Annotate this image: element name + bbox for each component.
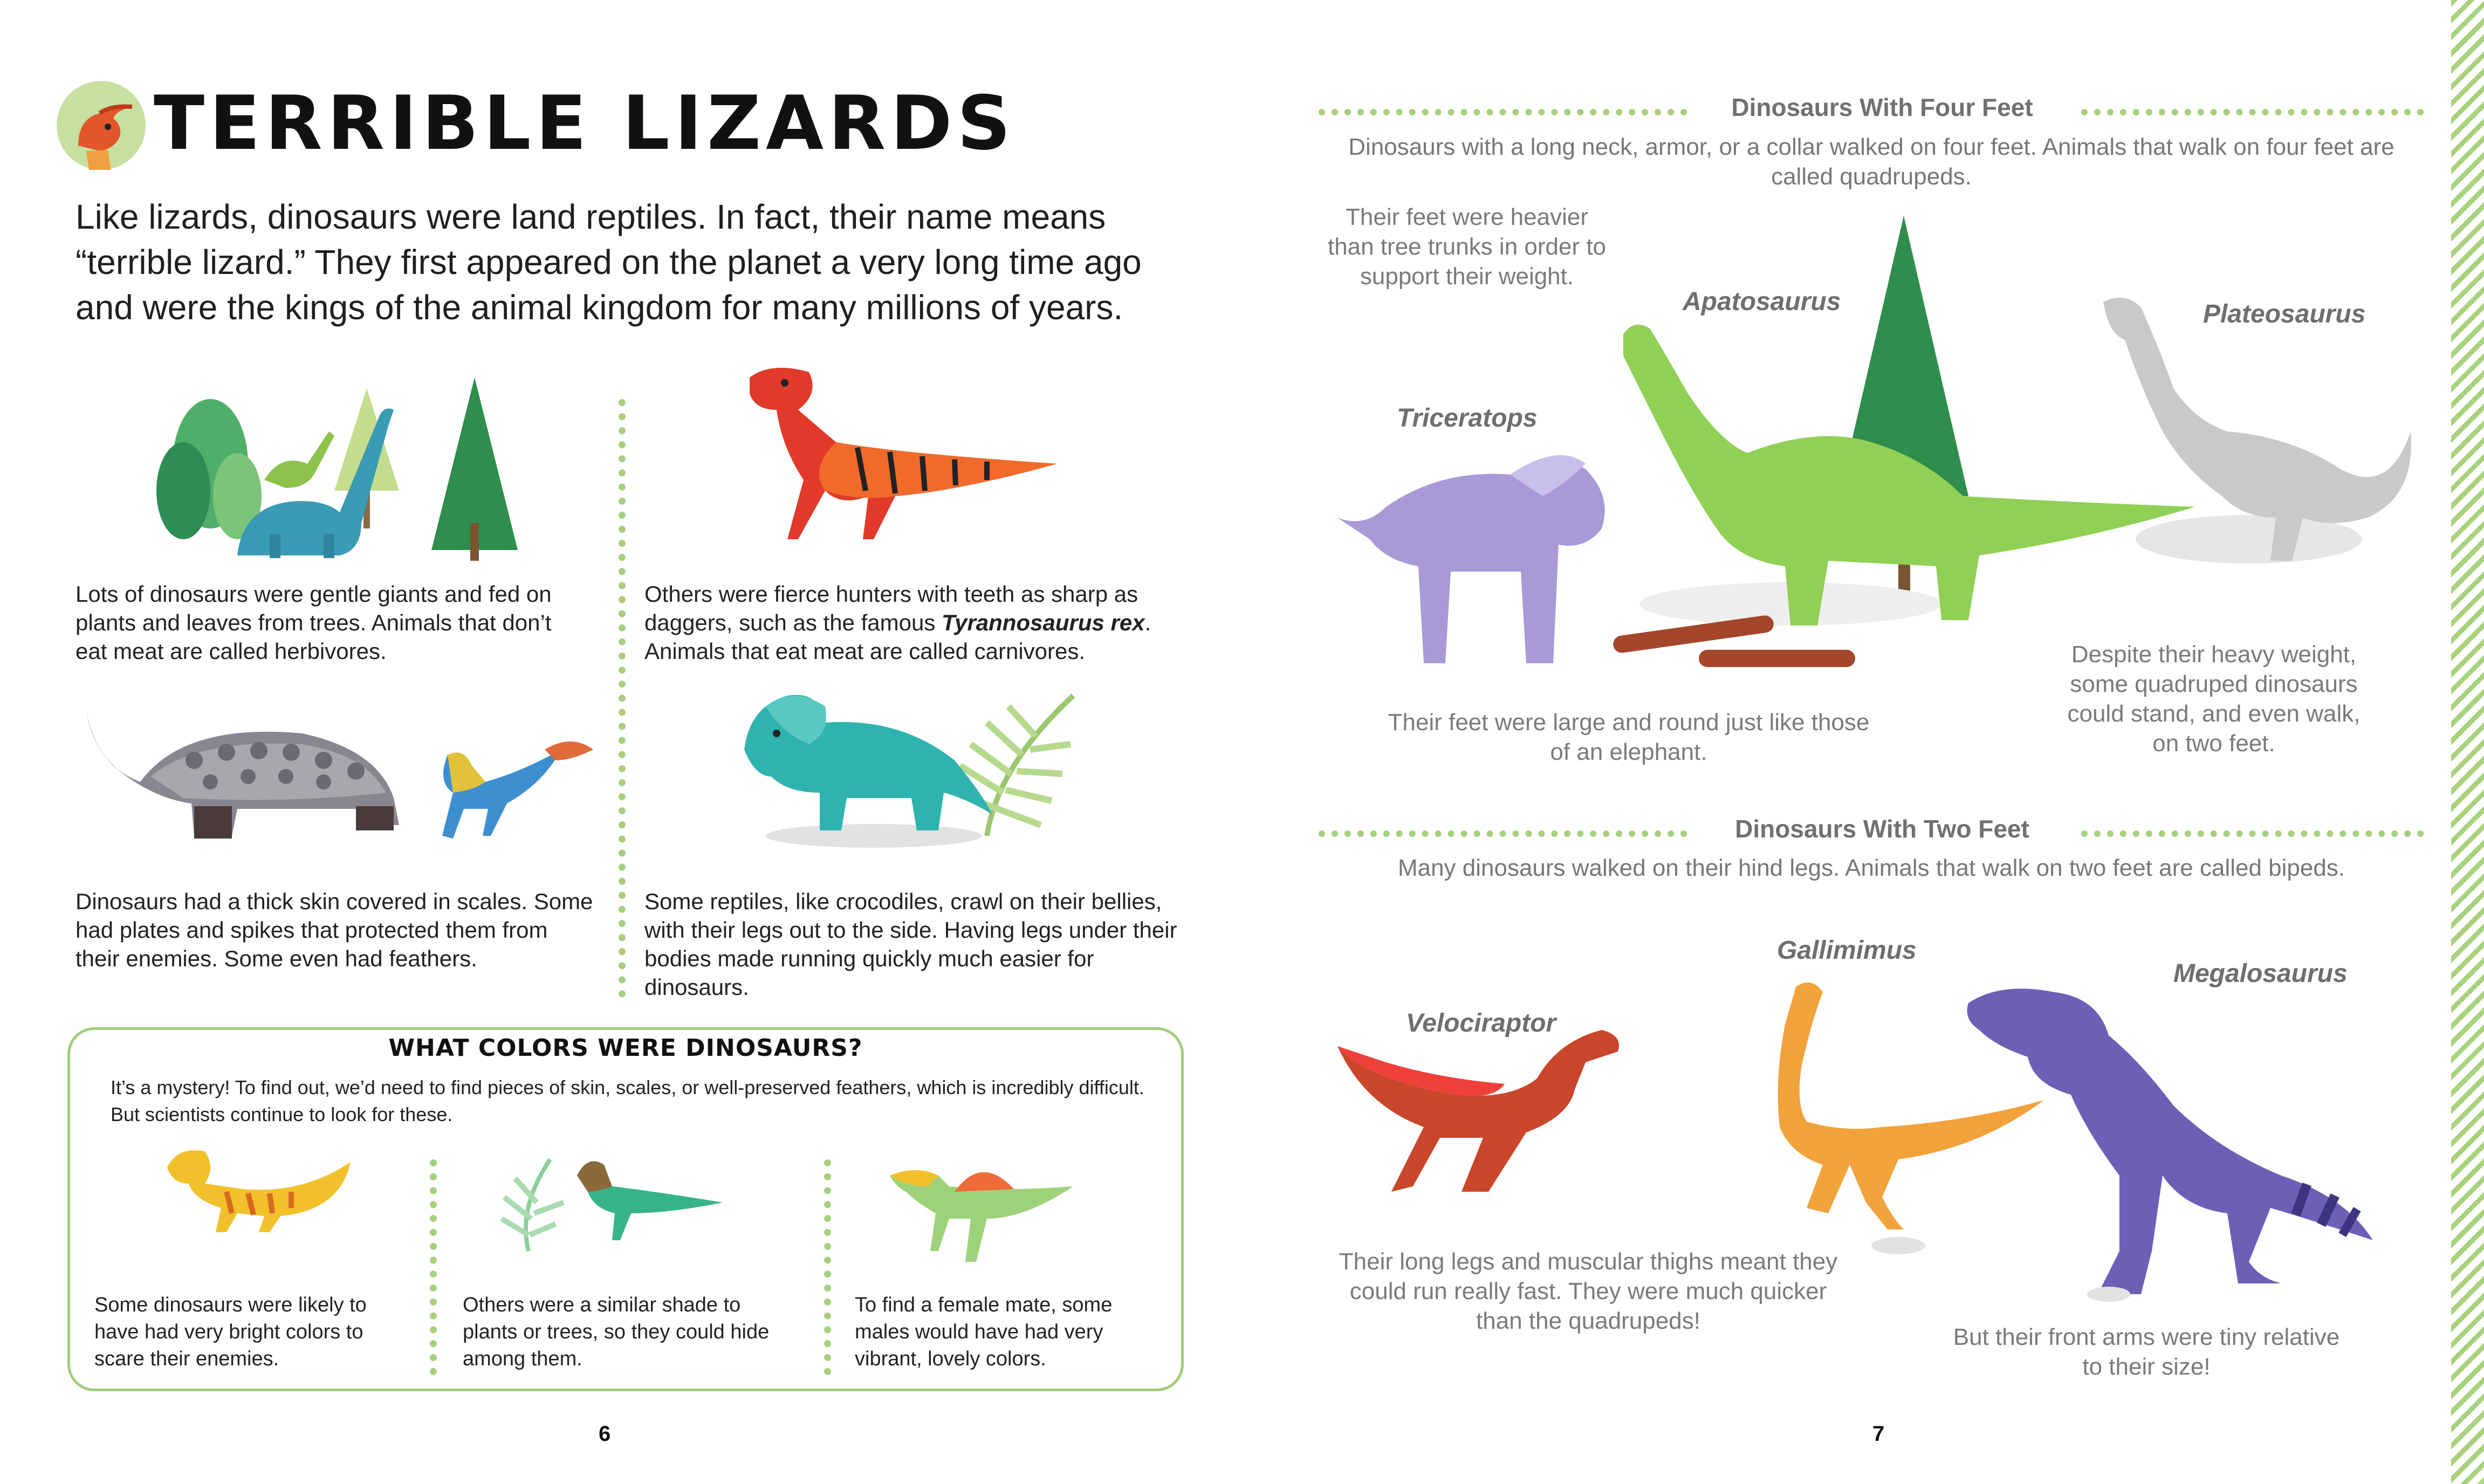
parasaurolophus-badge-icon bbox=[57, 81, 146, 170]
colors-box-title: WHAT COLORS WERE DINOSAURS? bbox=[388, 1034, 863, 1062]
page-number-left: 6 bbox=[599, 1422, 611, 1446]
carnivores-text-end: . Animals that eat meat are called carnivores. bbox=[644, 610, 1151, 664]
megalosaurus-label: Megalosaurus bbox=[2173, 959, 2348, 988]
triceratops-fern-illustration bbox=[739, 685, 1089, 847]
camouflaged-dinosaur-illustration bbox=[496, 1154, 723, 1256]
box-divider-1 bbox=[430, 1159, 437, 1375]
decorative-stripe-border bbox=[2451, 0, 2484, 1484]
despite-weight-text: Despite their heavy weight, some quadruped dinosaurs could stand, and even walk, on two feet. bbox=[2067, 641, 2361, 757]
legs-text: Some reptiles, like crocodiles, crawl on their bellies, with their legs out to the side. Having legs under their bodies made running quickly much easier for dinosaurs. bbox=[644, 889, 1177, 1000]
bright-colors-text: Some dinosaurs were likely to have had very bright colors to scare their enemies. bbox=[94, 1294, 367, 1370]
apatosaurus-label: Apatosaurus bbox=[1683, 287, 1841, 316]
carnivores-text-start: Others were fierce hunters with teeth as sharp as daggers, such as the famous bbox=[644, 581, 1138, 635]
bright-dinosaur-illustration bbox=[162, 1146, 356, 1232]
carnivores-text bbox=[644, 580, 1195, 665]
quadrupeds-illustration bbox=[1332, 216, 2416, 674]
colors-box-intro: It’s a mystery! To find out, we’d need to find pieces of skin, scales, or well-preserved feathers, which is incredibly difficult. But scientists continue to look for these. bbox=[111, 1076, 1144, 1125]
ankylosaurus-illustration bbox=[76, 701, 593, 857]
page-number-right: 7 bbox=[1872, 1422, 1885, 1446]
feet-heavier-text: Their feet were heavier than tree trunks in order to support their weight. bbox=[1327, 204, 1607, 290]
box-divider-2 bbox=[824, 1159, 831, 1375]
two-feet-subtitle: Many dinosaurs walked on their hind legs. Animals that walk on two feet are called bipeds. bbox=[1397, 855, 2345, 881]
tyrannosaurus-rex-emphasis: Tyrannosaurus rex bbox=[941, 610, 1145, 635]
herbivores-illustration bbox=[151, 372, 593, 572]
two-feet-title: Dinosaurs With Two Feet bbox=[1688, 814, 2076, 843]
plateosaurus-label: Plateosaurus bbox=[2203, 300, 2366, 328]
column-divider bbox=[619, 399, 626, 998]
long-legs-text: Their long legs and muscular thighs meant they could run really fast. They were much quicker than the quadrupeds! bbox=[1339, 1248, 1838, 1334]
herbivores-text: Lots of dinosaurs were gentle giants and fed on plants and leaves from trees. Animals that don’t eat meat are called herbivores. bbox=[76, 581, 552, 664]
four-feet-subtitle: Dinosaurs with a long neck, armor, or a collar walked on four feet. Animals that walk on four feet are called quadrupeds. bbox=[1348, 134, 2394, 190]
front-arms-text: But their front arms were tiny relative to their size! bbox=[1953, 1324, 2340, 1380]
vibrant-dinosaur-illustration bbox=[884, 1159, 1079, 1267]
triceratops-label: Triceratops bbox=[1397, 404, 1538, 432]
gallimimus-label: Gallimimus bbox=[1777, 936, 1917, 965]
feet-round-text: Their feet were large and round just like those of an elephant. bbox=[1388, 709, 1870, 765]
four-feet-title: Dinosaurs With Four Feet bbox=[1688, 93, 2076, 122]
velociraptor-label: Velociraptor bbox=[1406, 1009, 1556, 1038]
page-title: TERRIBLE LIZARDS bbox=[154, 80, 1016, 167]
similar-shade-text: Others were a similar shade to plants or trees, so they could hide among them. bbox=[463, 1294, 770, 1370]
skin-text: Dinosaurs had a thick skin covered in scales. Some had plates and spikes that protected them from their enemies. Some even had feathers. bbox=[76, 889, 593, 971]
intro-paragraph: Like lizards, dinosaurs were land reptiles. In fact, their name means “terrible lizard.” They first appeared on the planet a very long time ago and were the kings of the animal kingdom for many millions of years. bbox=[76, 197, 1142, 327]
tyrannosaurus-illustration bbox=[733, 361, 1057, 561]
female-mate-text: To find a female mate, some males would have had very vibrant, lovely colors. bbox=[855, 1294, 1113, 1370]
